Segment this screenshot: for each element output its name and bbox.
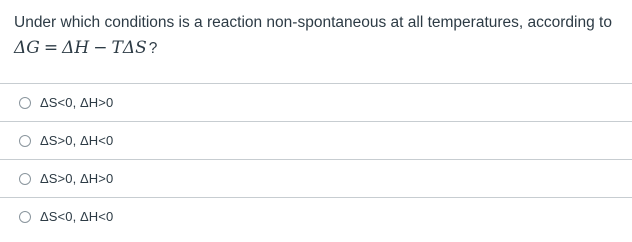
answer-option-3[interactable]: [0, 159, 632, 197]
formula-minus: −: [93, 38, 108, 58]
formula-delta-s: ΔS: [122, 38, 147, 58]
answer-option-2[interactable]: [0, 121, 632, 159]
question-block: [14, 12, 630, 60]
gibbs-equation: [14, 38, 147, 58]
question-mark: ?: [148, 40, 158, 57]
formula-delta-h: ΔH: [62, 38, 90, 58]
formula-temperature: T: [111, 38, 123, 58]
answer-label: ΔS>0, ΔH>0: [40, 171, 114, 186]
radio-button-icon[interactable]: [19, 135, 31, 147]
question-formula: [14, 37, 630, 60]
radio-button-icon[interactable]: [19, 173, 31, 185]
answer-option-4[interactable]: [0, 197, 632, 235]
formula-equals: =: [43, 38, 59, 58]
question-text: Under which conditions is a reaction non-spontaneous at all temperatures, according to: [14, 14, 612, 31]
radio-button-icon[interactable]: [19, 211, 31, 223]
answer-label: ΔS<0, ΔH>0: [40, 95, 114, 110]
answer-option-1[interactable]: [0, 83, 632, 121]
answer-list: [0, 83, 632, 235]
formula-delta-g: ΔG: [14, 38, 40, 58]
answer-label: ΔS<0, ΔH<0: [40, 209, 114, 224]
radio-button-icon[interactable]: [19, 97, 31, 109]
answer-label: ΔS>0, ΔH<0: [40, 133, 114, 148]
